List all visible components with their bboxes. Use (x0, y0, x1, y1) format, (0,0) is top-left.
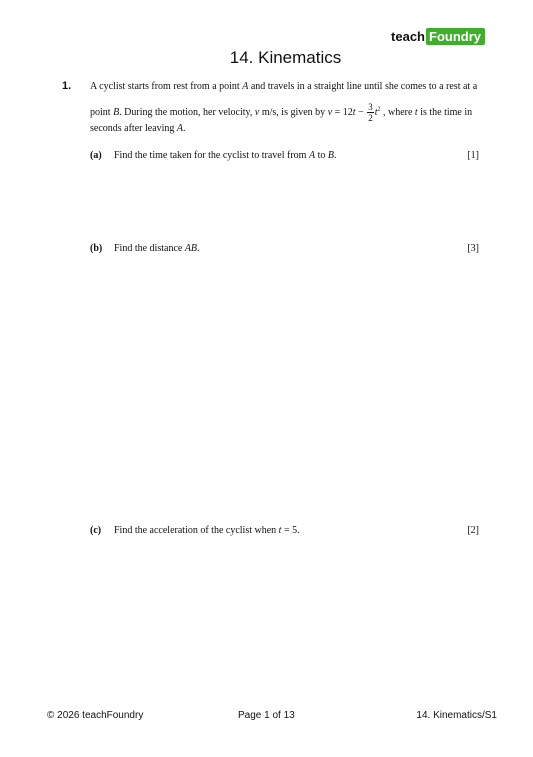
fraction-three-halves: $\frac{3}{2}$ (368, 102, 373, 123)
brand-logo (391, 28, 485, 45)
page-title: 14. Kinematics (229, 48, 342, 67)
question-number: 1. (62, 80, 72, 92)
part-a-text: Find the time taken for the cyclist to travel from A to B. (114, 150, 337, 161)
question-line-1: A cyclist starts from rest from a point A and travels in a straight line until she comes to a rest at a (90, 81, 478, 92)
brand-teach: teach (391, 29, 425, 44)
part-b-label: (b) (90, 243, 103, 254)
part-c-text: Find the acceleration of the cyclist when t = 5. (114, 525, 300, 536)
footer-page-number: Page 1 of 13 (238, 710, 295, 721)
part-b-marks: [3] (467, 243, 479, 254)
part-a-label: (a) (90, 150, 102, 161)
part-c-label: (c) (90, 525, 102, 536)
footer-copyright: © 2026 teachFoundry (47, 710, 144, 721)
question-line-2: point B. During the motion, her velocity, v m/s, is given by v = 12t − $\frac{3}{2}$ $t^2$ , where t is the time in (90, 102, 473, 123)
brand-foundry: Foundry (426, 28, 485, 45)
part-a-marks: [1] (467, 150, 479, 161)
part-b-text: Find the distance AB. (114, 243, 200, 254)
question-line-3: seconds after leaving A. (90, 123, 186, 134)
footer-reference: 14. Kinematics/S1 (416, 710, 497, 721)
part-c-marks: [2] (467, 525, 479, 536)
